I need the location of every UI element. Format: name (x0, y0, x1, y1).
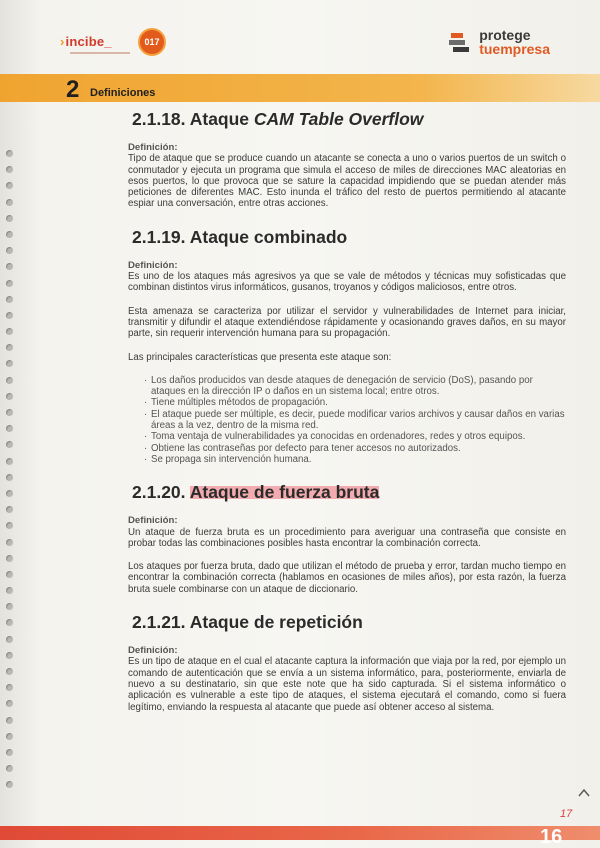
heading-2-1-19: 2.1.19. Ataque combinado (132, 226, 348, 247)
page-number: 16 (540, 826, 563, 848)
section-2-1-18 (128, 108, 566, 210)
list-item: · El ataque puede ser múltiple, es decir, puede modificar varios archivos y causar daños en varias áreas a la vez, dentro de la misma red. (144, 409, 566, 432)
list-item: · Toma ventaja de vulnerabilidades ya conocidas en ordenadores, redes y otros equipos. (144, 431, 566, 442)
list-item: · Tiene múltiples métodos de propagación. (144, 397, 566, 408)
incibe-arrow-icon: › (60, 34, 65, 49)
page-header (60, 22, 560, 72)
characteristics-list (144, 375, 566, 465)
heading-2-1-20: 2.1.20. Ataque de fuerza bruta (132, 482, 380, 503)
section-2-1-19 (128, 226, 566, 465)
brand-line-1: protege (479, 27, 531, 43)
paragraph: Es uno de los ataques más agresivos ya que se vale de métodos y técnicas muy sofisticadas que combinan distintos virus informáticos, gusanos, troyanos y códigos maliciosos, entre otros. (128, 271, 566, 294)
section-title: Definiciones (90, 87, 156, 99)
section-number: 2 (66, 76, 80, 103)
definition-label: Definición: (128, 515, 178, 527)
list-item: · Obtiene las contraseñas por defecto para tener accesos no autorizados. (144, 443, 566, 454)
list-item: · Se propaga sin intervención humana. (144, 454, 566, 465)
paragraph: Esta amenaza se caracteriza por utilizar el servidor y vulnerabilidades de Internet para iniciar, transmitir y difundir el ataque extendiéndose rápidamente y ocasionando graves daños, en su mayor parte, sin requerir intervención humana para su propagación. (128, 305, 566, 340)
anniversary-badge: 017 (138, 28, 166, 56)
handwritten-page-number: 17 (560, 808, 573, 820)
stacked-blocks-icon (447, 30, 473, 56)
definition-label: Definición: (128, 259, 178, 271)
content-body (128, 108, 566, 725)
paragraph: Las principales características que presenta este ataque son: (128, 351, 392, 363)
paragraph: Tipo de ataque que se produce cuando un atacante se conecta a uno o varios puertos de un switch o conmutador y ejecuta un programa que simula el acceso de miles de direcciones MAC aleatorias en esos puertos, lo que provoca que se sature la capacidad impidiendo que se puedan atender más peticiones de diferentes MAC. Esto inunda el tráfico del resto de puertos permitiendo al atacante espiar una conversación, entre otras acciones. (128, 153, 566, 210)
brand-line-2: tuempresa (479, 41, 550, 57)
definition-label: Definición: (128, 142, 178, 153)
section-2-1-21 (128, 611, 566, 713)
footer-bar (0, 826, 600, 840)
binder-holes (6, 150, 14, 798)
paragraph: Un ataque de fuerza bruta es un procedimiento para averiguar una contraseña que consiste en probar todas las combinaciones posibles hasta encontrar la combinación correcta. (128, 526, 566, 549)
protege-tu-empresa-logo (479, 28, 550, 56)
heading-2-1-21: 2.1.21. Ataque de repetición (132, 612, 363, 633)
logo-underline (70, 52, 130, 54)
heading-2-1-18: 2.1.18. Ataque CAM Table Overflow (132, 109, 424, 129)
section-2-1-20 (128, 481, 566, 595)
incibe-logo: ›incibe_ (60, 34, 112, 49)
definition-label: Definición: (128, 645, 178, 657)
paragraph: Es un tipo de ataque en el cual el atacante captura la información que viaja por la red, por ejemplo un comando de autenticación que se envía a un sistema informático, para, posteriormente, enviarla de nuevo a su destinatario, sin que este note que ha sido capturada. Si el sistema informático o aplicación es vulnerable a este tipo de ataques, el sistema ejecutará el comando, como si fuera legítimo, enviando la respuesta al atacante que puede así obtener acceso al sistema. (128, 656, 566, 713)
highlighted-title: Ataque de fuerza bruta (189, 482, 380, 503)
list-item: · Los daños producidos van desde ataques de denegación de servicio (DoS), pasando por ataques en la dirección IP o daños en un sistema local; entre otros. (144, 375, 566, 398)
chevron-up-icon (577, 786, 591, 800)
paragraph: Los ataques por fuerza bruta, dado que utilizan el método de prueba y error, tardan mucho tiempo en encontrar la combinación correcta (hablamos en ocasiones de miles años), por esta razón, la fuerza bruta suele combinarse con un ataque de diccionario. (128, 561, 566, 595)
